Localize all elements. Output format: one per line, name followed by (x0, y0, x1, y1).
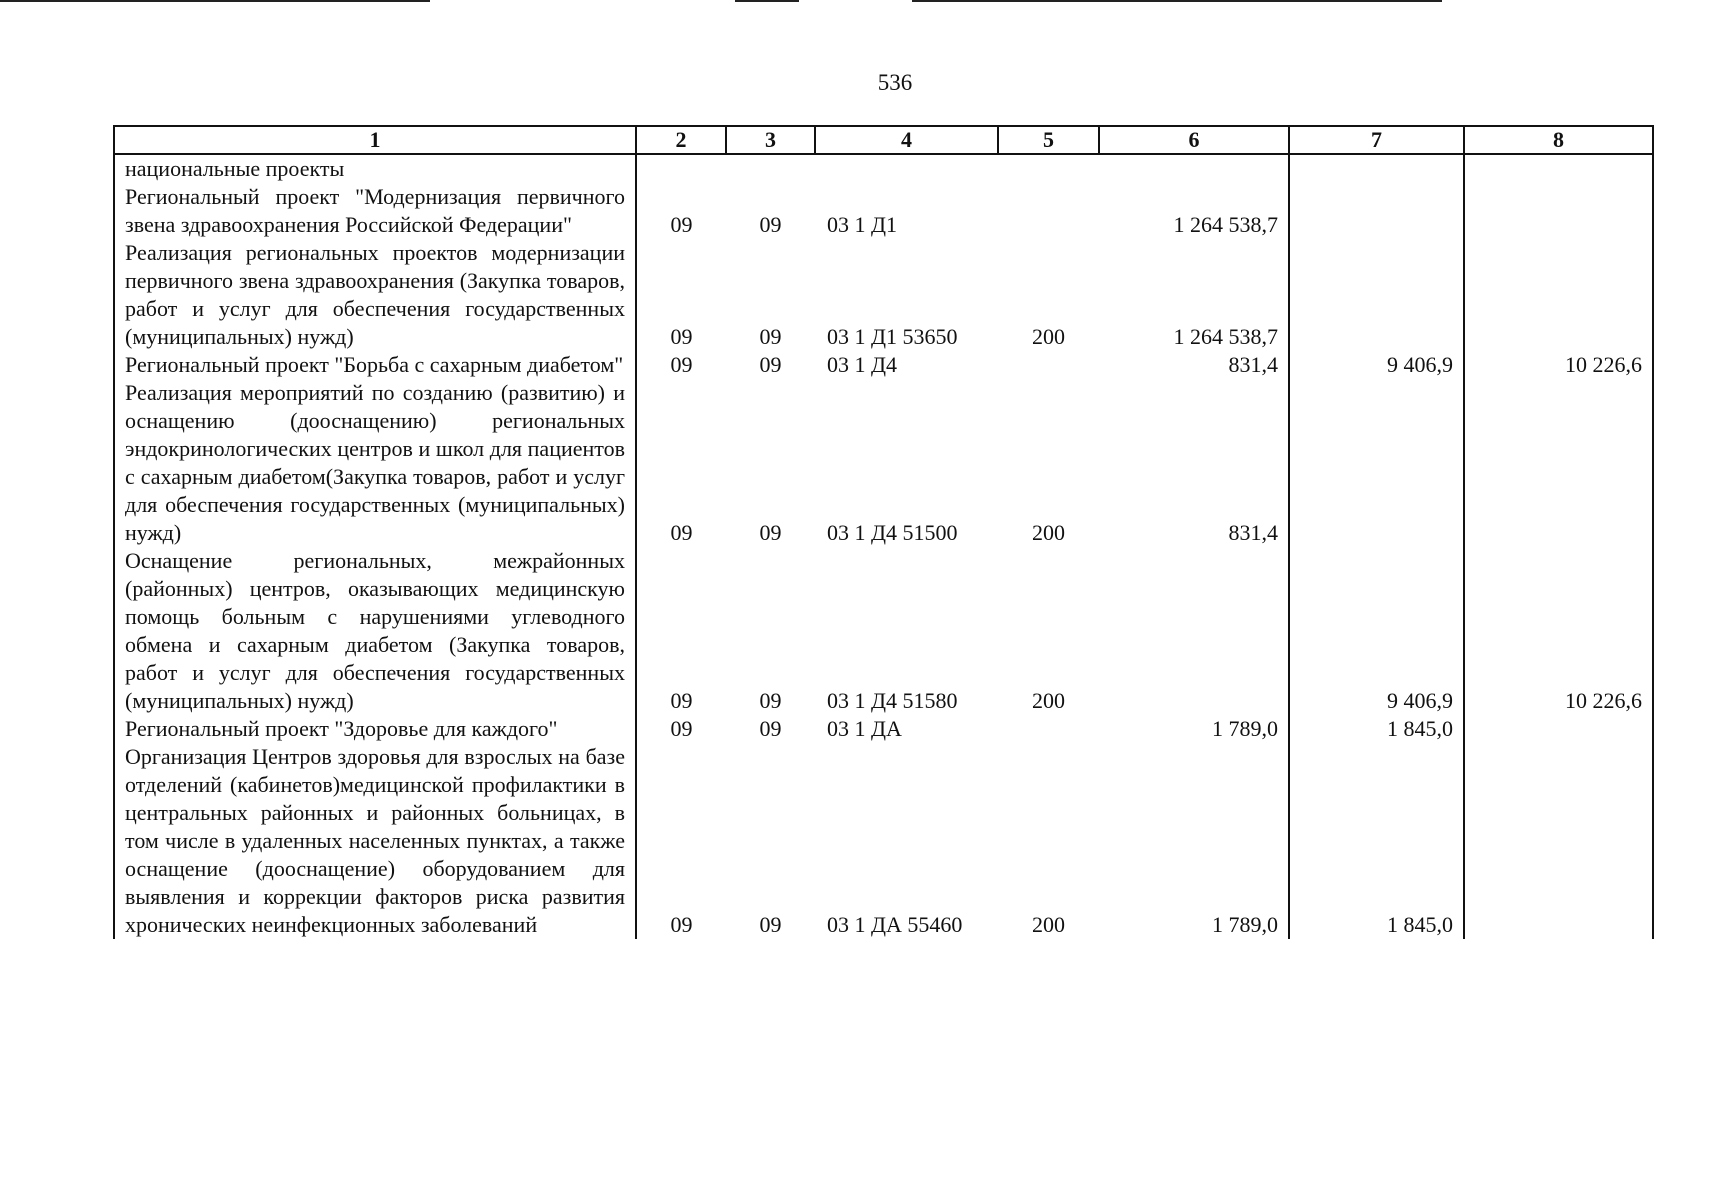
table-row (114, 154, 1653, 183)
row-c4 (815, 154, 998, 183)
row-c4: 03 1 Д1 (827, 212, 898, 237)
row-c5 (998, 154, 1099, 183)
row-c4: 03 1 Д4 51580 (827, 688, 958, 713)
row-c8 (1464, 743, 1653, 939)
row-c3: 09 (759, 912, 782, 937)
row-c4: 03 1 Д4 51500 (827, 520, 958, 545)
row-c8 (1464, 183, 1653, 239)
row-c5: 200 (1032, 912, 1065, 937)
row-name: Региональный проект "Борьба с сахарным диабетом" (114, 351, 636, 379)
row-c8 (1464, 239, 1653, 351)
row-c8 (1464, 154, 1653, 183)
header-col-3: 3 (726, 126, 815, 154)
row-c3: 09 (759, 688, 782, 713)
row-c3: 09 (759, 324, 782, 349)
row-c6: 1 789,0 (1099, 743, 1289, 939)
row-c2: 09 (636, 547, 726, 715)
row-c6: 1 264 538,7 (1099, 183, 1289, 239)
row-c3: 09 (759, 716, 782, 741)
row-c6: 831,4 (1099, 379, 1289, 547)
row-c2: 09 (636, 351, 726, 379)
row-c7 (1289, 183, 1464, 239)
row-c8 (1464, 379, 1653, 547)
row-c6: 1 264 538,7 (1099, 239, 1289, 351)
row-c2: 09 (636, 183, 726, 239)
row-name: Организация Центров здоровья для взрослых на базе отделений (кабинетов)медицинской профилактики в центральных районных и районных больницах, в том числе в удаленных населенных пунктах, а также оснащение (дооснащение) оборудованием для выявления и коррекции факторов риска развития хронических неинфекционных заболеваний (114, 743, 636, 939)
row-c7 (1289, 379, 1464, 547)
table-row (114, 379, 1653, 547)
row-c2: 09 (636, 379, 726, 547)
row-c3 (726, 154, 815, 183)
row-c2: 09 (636, 743, 726, 939)
row-name: Реализация региональных проектов модернизации первичного звена здравоохранения (Закупка товаров, работ и услуг для обеспечения государственных (муниципальных) нужд) (114, 239, 636, 351)
table-row (114, 239, 1653, 351)
table-row (114, 183, 1653, 239)
header-col-2: 2 (636, 126, 726, 154)
budget-table (113, 125, 1654, 939)
header-col-5: 5 (998, 126, 1099, 154)
row-c8 (1464, 715, 1653, 743)
header-col-6: 6 (1099, 126, 1289, 154)
header-row (114, 126, 1653, 154)
row-name: Региональный проект "Модернизация первичного звена здравоохранения Российской Федерации" (114, 183, 636, 239)
row-c4: 03 1 Д1 53650 (827, 324, 958, 349)
row-c5 (998, 183, 1099, 239)
row-c5: 200 (1032, 520, 1065, 545)
row-c3: 09 (759, 520, 782, 545)
row-c7: 1 845,0 (1289, 715, 1464, 743)
row-c7: 9 406,9 (1289, 351, 1464, 379)
row-name: Реализация мероприятий по созданию (развитию) и оснащению (дооснащению) региональных эндокринологических центров и школ для пациентов с сахарным диабетом(Закупка товаров, работ и услуг для обеспечения государственных (муниципальных) нужд) (114, 379, 636, 547)
top-scan-edge-right (912, 0, 1442, 2)
table-row (114, 547, 1653, 715)
row-c2: 09 (636, 239, 726, 351)
header-col-4: 4 (815, 126, 998, 154)
top-scan-edge-mid (735, 0, 799, 2)
table-row (114, 351, 1653, 379)
header-col-1: 1 (114, 126, 636, 154)
row-c4: 03 1 Д4 (827, 352, 898, 377)
row-c6 (1099, 547, 1289, 715)
top-scan-edge-left (0, 0, 430, 2)
row-c5: 200 (1032, 324, 1065, 349)
header-col-7: 7 (1289, 126, 1464, 154)
row-c6: 831,4 (1099, 351, 1289, 379)
row-c7: 9 406,9 (1289, 547, 1464, 715)
row-name: национальные проекты (114, 154, 636, 183)
row-c5: 200 (1032, 688, 1065, 713)
table-row (114, 743, 1653, 939)
row-c3: 09 (759, 352, 782, 377)
row-name: Оснащение региональных, межрайонных (районных) центров, оказывающих медицинскую помощь больным с нарушениями углеводного обмена и сахарным диабетом (Закупка товаров, работ и услуг для обеспечения государственных (муниципальных) нужд) (114, 547, 636, 715)
row-c7 (1289, 239, 1464, 351)
row-c2 (636, 154, 726, 183)
row-c6: 1 789,0 (1099, 715, 1289, 743)
row-c5 (998, 351, 1099, 379)
row-c2: 09 (636, 715, 726, 743)
row-c8: 10 226,6 (1464, 351, 1653, 379)
header-col-8: 8 (1464, 126, 1653, 154)
row-c6 (1099, 154, 1289, 183)
row-c4: 03 1 ДА 55460 (827, 912, 963, 937)
table-row (114, 715, 1653, 743)
row-c4: 03 1 ДА (827, 716, 902, 741)
row-c3: 09 (759, 212, 782, 237)
page-number: 536 (877, 70, 913, 95)
row-name: Региональный проект "Здоровье для каждого" (114, 715, 636, 743)
row-c5 (998, 715, 1099, 743)
row-c7: 1 845,0 (1289, 743, 1464, 939)
row-c7 (1289, 154, 1464, 183)
row-c8: 10 226,6 (1464, 547, 1653, 715)
